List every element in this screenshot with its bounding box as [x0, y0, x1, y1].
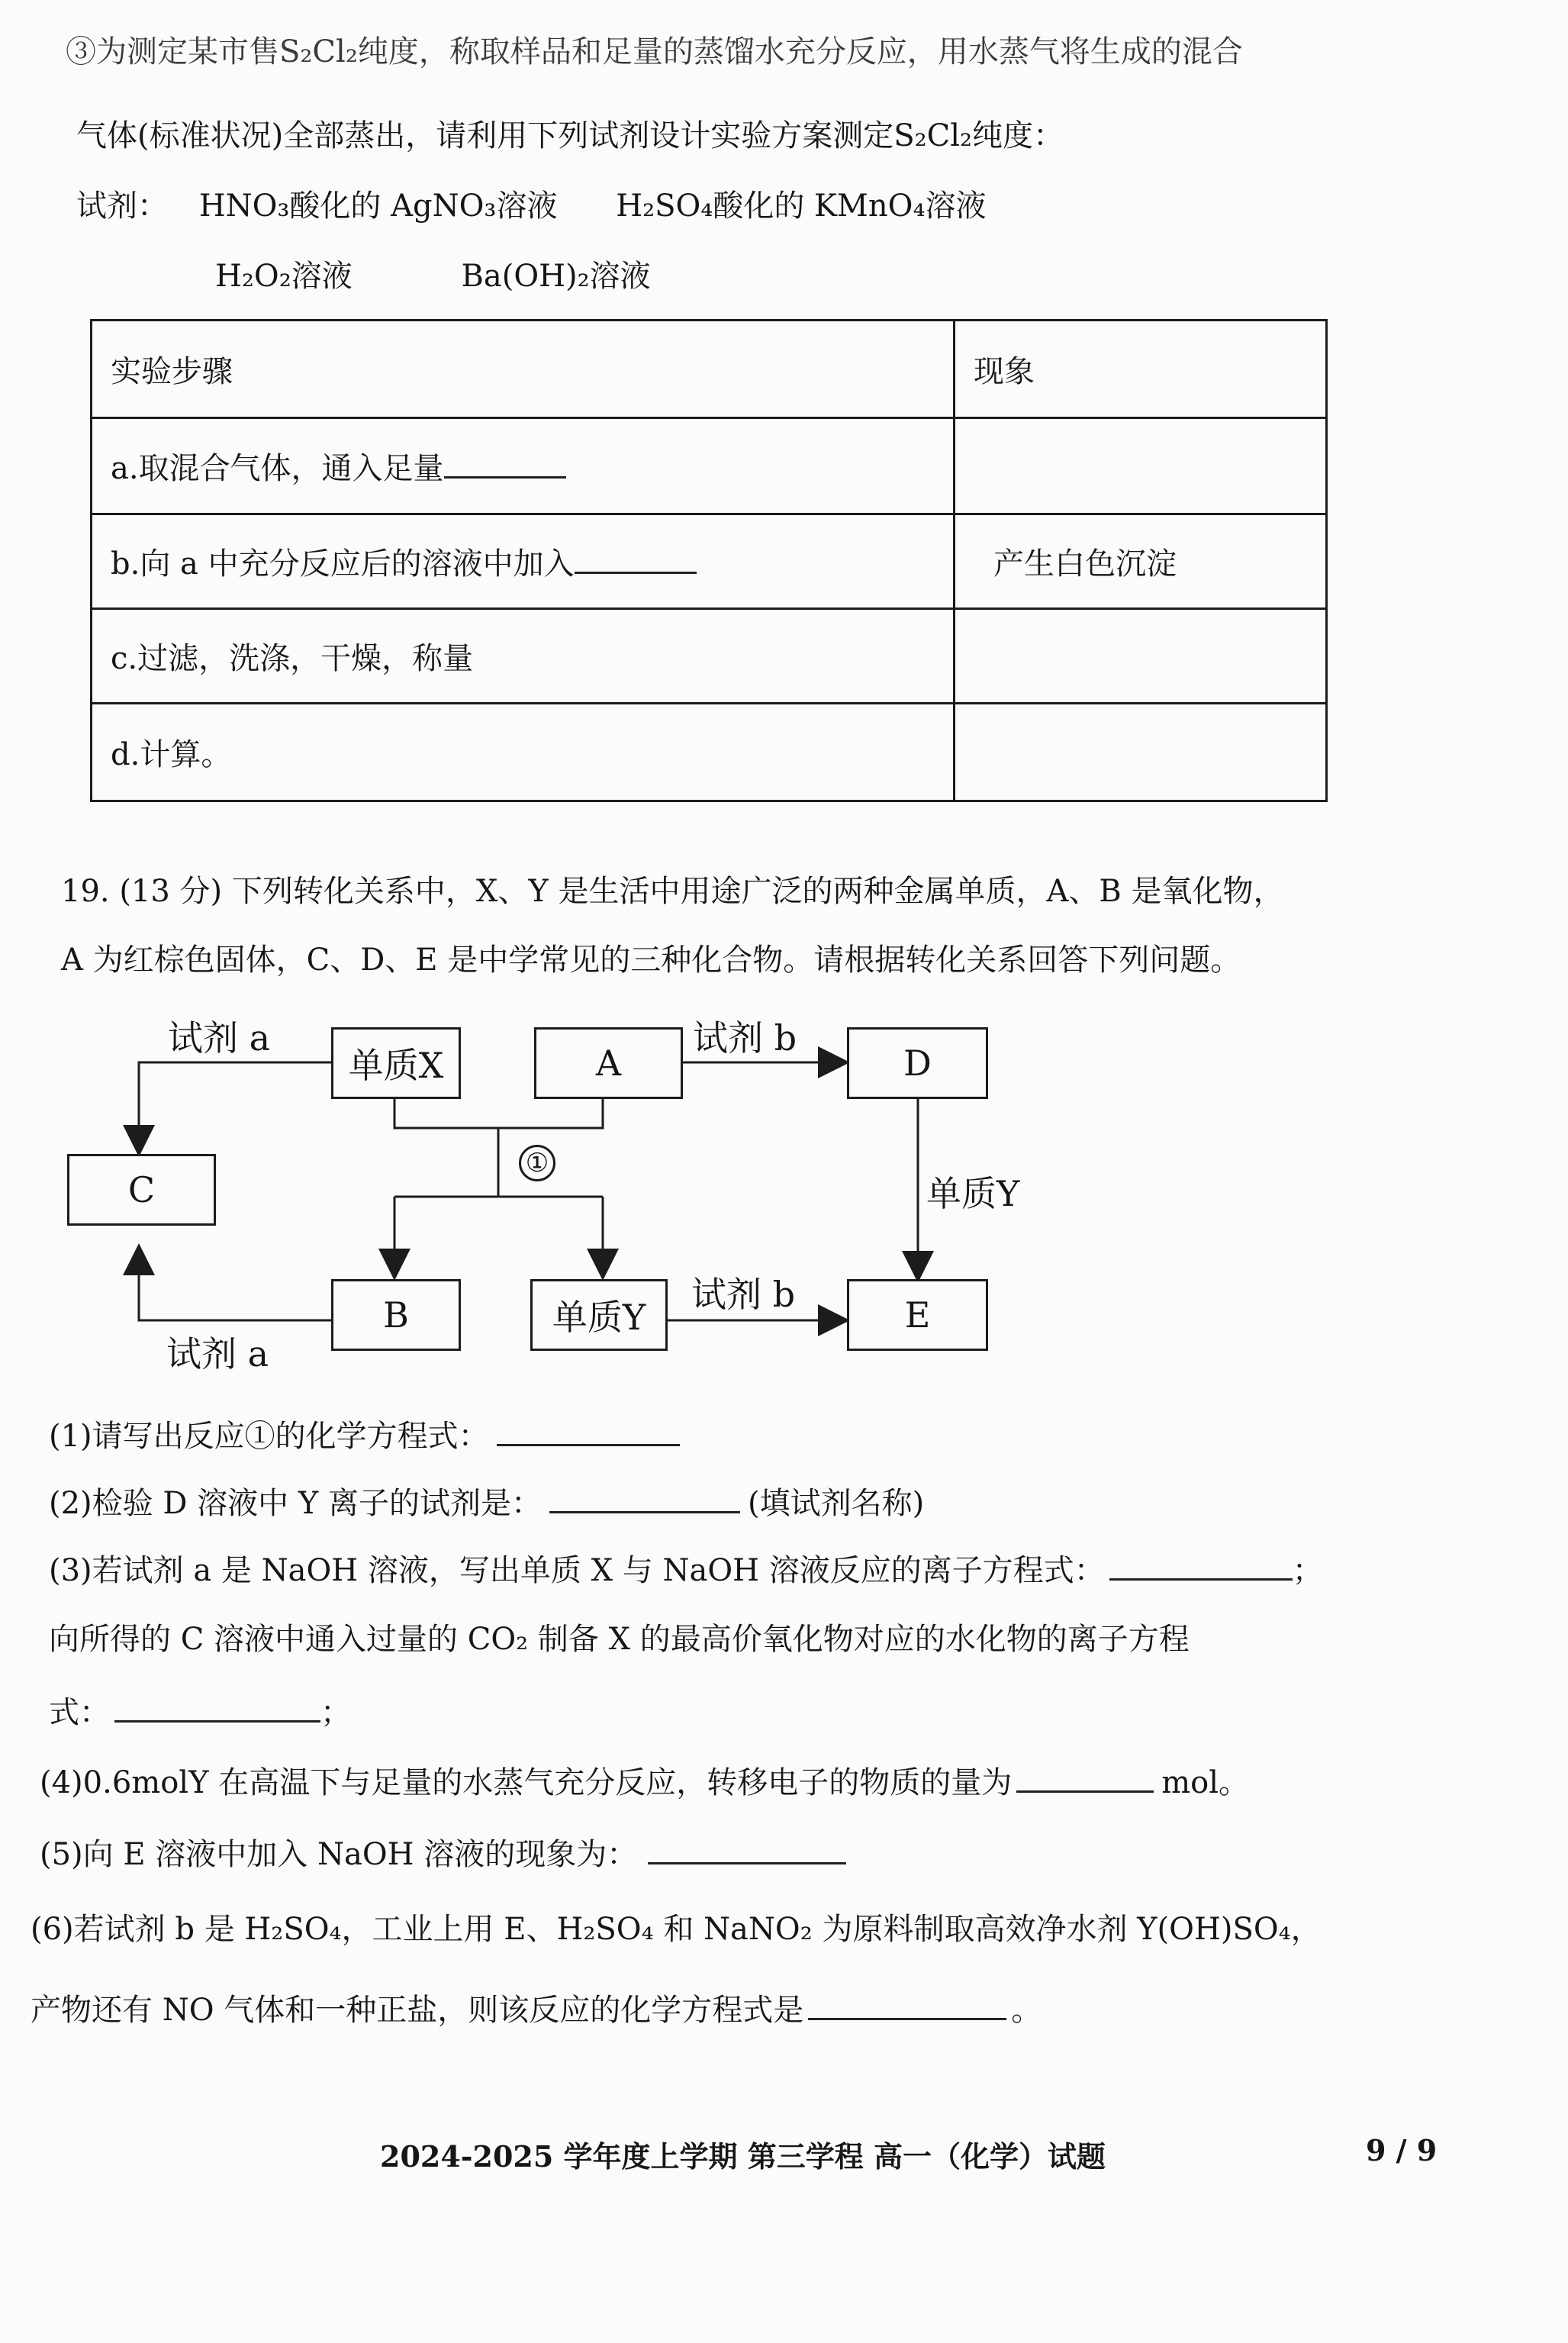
table-header-row: [92, 321, 1327, 418]
q18-reagents-line1: [76, 185, 986, 227]
reagent-1: HNO₃酸化的 AgNO₃溶液: [198, 189, 558, 224]
answer-blank: [808, 1987, 1006, 2020]
table-row: [92, 514, 1327, 609]
label-reagent-a-bottom: 试剂 a: [166, 1333, 269, 1375]
box-e: E: [847, 1279, 988, 1351]
table-cell-obs: [955, 704, 1327, 801]
q19-stem-line2: A 为红棕色固体，C、D、E 是中学常见的三种化合物。请根据转化关系回答下列问题。: [61, 943, 1241, 978]
step-b-text: b.向 a 中充分反应后的溶液中加入: [111, 546, 575, 582]
label-element-y-side: 单质Y: [926, 1173, 1020, 1214]
box-b: B: [331, 1279, 461, 1351]
q19-part5: [40, 1832, 846, 1876]
table-row: [92, 418, 1327, 514]
reaction-1-mark: ①: [519, 1145, 555, 1181]
answer-blank: [444, 446, 566, 479]
label-reagent-b-top: 试剂 b: [693, 1017, 797, 1059]
box-element-y: 单质Y: [530, 1279, 668, 1351]
answer-blank: [1016, 1760, 1154, 1793]
arrow-x-to-c: [139, 1062, 331, 1152]
part6-punct: 。: [1011, 1993, 1042, 2028]
part3-line3-punct: ；: [320, 1695, 351, 1730]
part5-text: (5)向 E 溶液中加入 NaOH 溶液的现象为：: [40, 1837, 638, 1872]
q19-part3-line1: [49, 1548, 1323, 1592]
q18-intro-line2: [76, 114, 1064, 157]
table-cell-step: [92, 418, 955, 514]
q19-part3-line2: 向所得的 C 溶液中通入过量的 CO₂ 制备 X 的最高价氧化物对应的水化物的离子方程: [49, 1622, 1190, 1657]
answer-blank: [575, 541, 697, 574]
box-a: A: [534, 1027, 683, 1099]
box-d: D: [847, 1027, 988, 1099]
reagents-label: 试剂：: [76, 189, 168, 224]
part3-text: (3)若试剂 a 是 NaOH 溶液，写出单质 X 与 NaOH 溶液反应的离子方程式：: [49, 1553, 1105, 1588]
box-element-x: 单质X: [331, 1027, 461, 1099]
table-cell-obs: [955, 609, 1327, 704]
q19-part6-line2: [31, 1987, 1042, 2032]
answer-blank: [1109, 1548, 1293, 1581]
arrow-b-to-c: [139, 1248, 331, 1320]
q18-reagents-line2: [215, 255, 651, 298]
part3-punct: ；: [1292, 1553, 1323, 1588]
reagent-3: H₂O₂溶液: [215, 259, 353, 294]
answer-blank: [114, 1690, 320, 1723]
experiment-table: [90, 319, 1328, 802]
table-cell-step: c.过滤，洗涤，干燥，称量: [92, 609, 955, 704]
answer-blank: [549, 1481, 740, 1513]
table-row: [92, 609, 1327, 704]
label-reagent-b-bottom: 试剂 b: [691, 1274, 796, 1315]
table-cell-step: [92, 514, 955, 609]
part4-unit: mol。: [1161, 1765, 1250, 1800]
header-obs: 现象: [955, 321, 1327, 418]
q19-stem-line1: 19. (13 分) 下列转化关系中，X、Y 是生活中用途广泛的两种金属单质，A、B 是氧化物，: [61, 874, 1284, 909]
part6-text: 产物还有 NO 气体和一种正盐，则该反应的化学方程式是: [31, 1993, 804, 2028]
box-c: C: [67, 1154, 216, 1226]
table-cell-obs: [955, 418, 1327, 514]
q19-part2: [49, 1481, 924, 1525]
part3-line3-text: 式：: [49, 1695, 110, 1730]
q19-part6-line1: (6)若试剂 b 是 H₂SO₄，工业上用 E、H₂SO₄ 和 NaNO₂ 为原料制取高效净水剂 Y(OH)SO₄，: [31, 1912, 1322, 1947]
table-cell-step: d.计算。: [92, 704, 955, 801]
q18-intro-line2-pre: 气体(标准状况)全部蒸出，请利用下列试剂设计实验方案测定: [76, 118, 894, 153]
part4-text: (4)0.6molY 在高温下与足量的水蒸气充分反应，转移电子的物质的量为: [40, 1765, 1013, 1800]
transformation-diagram: [61, 1000, 1068, 1397]
table-cell-obs: 产生白色沉淀: [955, 514, 1327, 609]
part2-note: (填试剂名称): [748, 1486, 925, 1521]
answer-blank: [497, 1413, 680, 1446]
part1-text: (1)请写出反应①的化学方程式：: [49, 1419, 489, 1454]
reagent-4: Ba(OH)₂溶液: [461, 259, 651, 294]
q19-part4: [40, 1760, 1249, 1804]
q19-part3-line3: [49, 1690, 351, 1734]
label-reagent-a-top: 试剂 a: [168, 1017, 271, 1059]
q18-intro-line1: ③为测定某市售S₂Cl₂纯度，称取样品和足量的蒸馏水充分反应，用水蒸气将生成的混合: [66, 34, 1243, 69]
q18-intro-line2-post: 纯度：: [972, 118, 1064, 153]
step-a-text: a.取混合气体，通入足量: [111, 451, 444, 486]
answer-blank: [648, 1832, 846, 1864]
q18-intro-line2-formula: S₂Cl₂: [893, 118, 973, 153]
table-row: [92, 704, 1327, 801]
footer-page-number: 9 / 9: [1366, 2133, 1438, 2167]
q19-part1: [49, 1413, 680, 1458]
reagent-2: H₂SO₄酸化的 KMnO₄溶液: [616, 189, 987, 224]
part2-text: (2)检验 D 溶液中 Y 离子的试剂是：: [49, 1486, 542, 1521]
header-step: 实验步骤: [92, 321, 955, 418]
line-x-a-join: [394, 1097, 603, 1128]
footer-title: 2024-2025 学年度上学期 第三学程 高一（化学）试题: [380, 2139, 1106, 2174]
